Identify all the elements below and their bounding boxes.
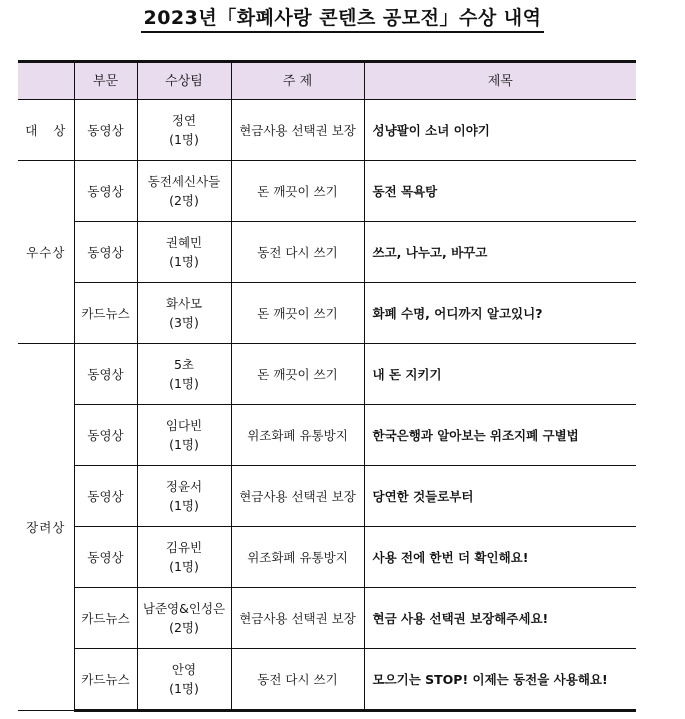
awards-table bbox=[18, 60, 636, 712]
theme-cell: 돈 깨끗이 쓰기 bbox=[231, 344, 364, 405]
theme-cell: 돈 깨끗이 쓰기 bbox=[231, 161, 364, 222]
title-wrap bbox=[0, 6, 685, 33]
work-title-cell: 화폐 수명, 어디까지 알고있니? bbox=[364, 283, 636, 344]
team-count: (2명) bbox=[169, 193, 199, 208]
header-theme: 주 제 bbox=[231, 62, 364, 100]
award-encouragement: 장려상 bbox=[18, 344, 74, 711]
award-excellence: 우수상 bbox=[18, 161, 74, 344]
team-name: 남준영&인성은 bbox=[142, 601, 226, 616]
header-award bbox=[18, 62, 74, 100]
category-cell: 동영상 bbox=[74, 466, 137, 527]
category-cell: 카드뉴스 bbox=[74, 649, 137, 711]
team-cell bbox=[137, 161, 231, 222]
category-cell: 동영상 bbox=[74, 527, 137, 588]
table-row bbox=[18, 588, 636, 649]
header-row bbox=[18, 62, 636, 100]
team-count: (3명) bbox=[169, 315, 199, 330]
category-cell: 카드뉴스 bbox=[74, 588, 137, 649]
theme-cell: 돈 깨끗이 쓰기 bbox=[231, 283, 364, 344]
table-row bbox=[18, 100, 636, 161]
table-row bbox=[18, 466, 636, 527]
team-count: (2명) bbox=[169, 620, 199, 635]
theme-cell: 위조화폐 유통방지 bbox=[231, 527, 364, 588]
work-title-cell: 동전 목욕탕 bbox=[364, 161, 636, 222]
team-name: 권혜민 bbox=[165, 235, 203, 250]
team-name: 정연 bbox=[171, 113, 197, 128]
work-title-cell: 한국은행과 알아보는 위조지폐 구별법 bbox=[364, 405, 636, 466]
work-title-cell: 모으기는 STOP! 이제는 동전을 사용해요! bbox=[364, 649, 636, 711]
team-count: (1명) bbox=[169, 376, 199, 391]
header-title: 제목 bbox=[364, 62, 636, 100]
table-row bbox=[18, 405, 636, 466]
team-count: (1명) bbox=[169, 437, 199, 452]
header-team: 수상팀 bbox=[137, 62, 231, 100]
team-name: 동전세신사들 bbox=[147, 174, 221, 189]
theme-cell: 위조화폐 유통방지 bbox=[231, 405, 364, 466]
theme-cell: 동전 다시 쓰기 bbox=[231, 222, 364, 283]
team-cell bbox=[137, 283, 231, 344]
document-title: 2023년「화폐사랑 콘텐츠 공모전」수상 내역 bbox=[141, 6, 543, 33]
table-row bbox=[18, 222, 636, 283]
table-row bbox=[18, 283, 636, 344]
team-count: (1명) bbox=[169, 559, 199, 574]
team-count: (1명) bbox=[169, 132, 199, 147]
category-cell: 카드뉴스 bbox=[74, 283, 137, 344]
table-row bbox=[18, 649, 636, 711]
work-title-cell: 사용 전에 한번 더 확인해요! bbox=[364, 527, 636, 588]
team-count: (1명) bbox=[169, 681, 199, 696]
team-cell bbox=[137, 649, 231, 711]
team-cell bbox=[137, 344, 231, 405]
team-count: (1명) bbox=[169, 254, 199, 269]
team-cell bbox=[137, 405, 231, 466]
team-cell bbox=[137, 527, 231, 588]
team-name: 임다빈 bbox=[165, 418, 203, 433]
work-title-cell: 내 돈 지키기 bbox=[364, 344, 636, 405]
team-cell bbox=[137, 100, 231, 161]
team-name: 안영 bbox=[171, 662, 197, 677]
table-row bbox=[18, 161, 636, 222]
theme-cell: 현금사용 선택권 보장 bbox=[231, 466, 364, 527]
table-row bbox=[18, 344, 636, 405]
category-cell: 동영상 bbox=[74, 344, 137, 405]
team-name: 김유빈 bbox=[165, 540, 203, 555]
category-cell: 동영상 bbox=[74, 222, 137, 283]
theme-cell: 동전 다시 쓰기 bbox=[231, 649, 364, 711]
table-row bbox=[18, 527, 636, 588]
category-cell: 동영상 bbox=[74, 100, 137, 161]
category-cell: 동영상 bbox=[74, 161, 137, 222]
header-category: 부문 bbox=[74, 62, 137, 100]
theme-cell: 현금사용 선택권 보장 bbox=[231, 588, 364, 649]
category-cell: 동영상 bbox=[74, 405, 137, 466]
team-cell bbox=[137, 588, 231, 649]
team-cell bbox=[137, 222, 231, 283]
work-title-cell: 성냥팔이 소녀 이야기 bbox=[364, 100, 636, 161]
team-name: 정윤서 bbox=[165, 479, 203, 494]
theme-cell: 현금사용 선택권 보장 bbox=[231, 100, 364, 161]
team-name: 화사모 bbox=[165, 296, 203, 311]
work-title-cell: 쓰고, 나누고, 바꾸고 bbox=[364, 222, 636, 283]
work-title-cell: 당연한 것들로부터 bbox=[364, 466, 636, 527]
award-grand-prize: 대 상 bbox=[18, 100, 74, 161]
work-title-cell: 현금 사용 선택권 보장해주세요! bbox=[364, 588, 636, 649]
team-count: (1명) bbox=[169, 498, 199, 513]
team-name: 5초 bbox=[173, 357, 195, 372]
team-cell bbox=[137, 466, 231, 527]
